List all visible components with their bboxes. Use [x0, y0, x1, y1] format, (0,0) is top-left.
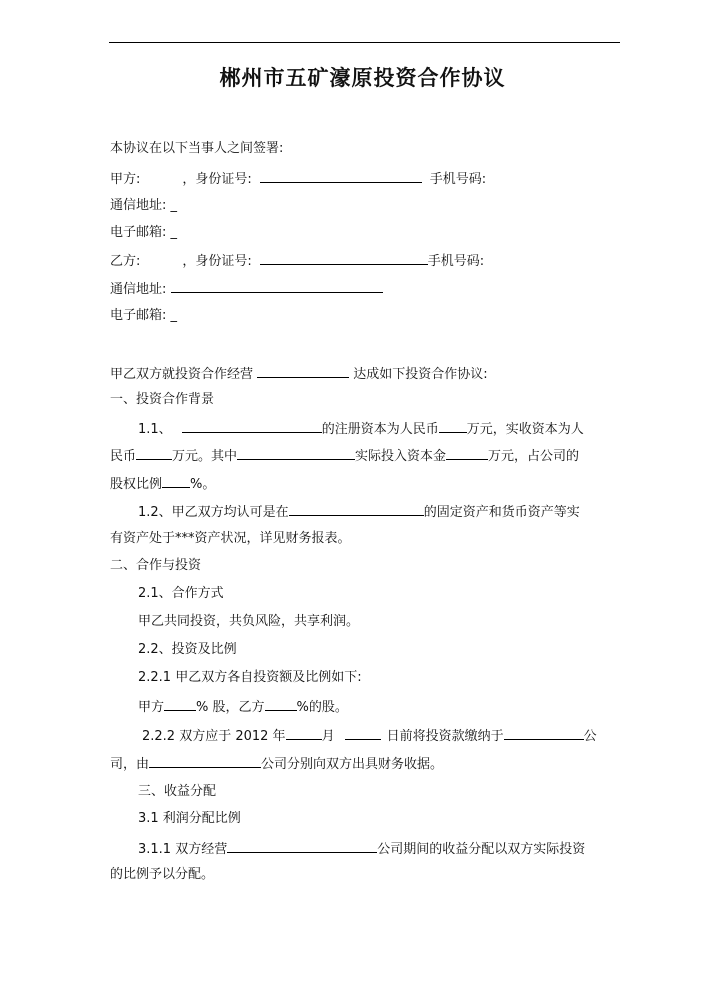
- clause-number: 1.1、: [138, 422, 172, 437]
- clause-3-1-1-cont: 的比例予以分配。: [110, 867, 215, 882]
- email-label: 电子邮箱:: [110, 308, 167, 323]
- company-blank[interactable]: [227, 840, 377, 853]
- clause-2-2-1: 2.2.1 甲乙双方各自投资额及比例如下:: [138, 670, 362, 685]
- clause-text: 公司分别向双方出具财务收据。: [261, 757, 444, 772]
- party-a-label: 甲方:: [110, 172, 141, 187]
- clause-text: 公司期间的收益分配以双方实际投资: [377, 842, 586, 857]
- clause-3-1: 3.1 利润分配比例: [138, 811, 241, 826]
- id-label: ，身份证号:: [182, 254, 252, 269]
- clause-text: 的固定资产和货币资产等实: [423, 505, 580, 520]
- section-2-heading: 二、合作与投资: [110, 558, 202, 573]
- day-blank[interactable]: [345, 727, 381, 740]
- party-a-email: [110, 225, 177, 241]
- clause-text: 万元，实收资本为人: [466, 422, 584, 437]
- clause-1-2-cont: 有资产处于***资产状况，详见财务报表。: [110, 531, 351, 546]
- address-label: 通信地址:: [110, 198, 167, 213]
- investor-blank[interactable]: [237, 447, 355, 460]
- clause-text: 日前将投资款缴纳于: [386, 729, 504, 744]
- clause-2-2-2: [142, 727, 597, 745]
- party-b-email: [110, 308, 177, 324]
- address-label: 通信地址:: [110, 282, 167, 297]
- party-a-line: [110, 170, 486, 188]
- clause-text: 月: [321, 729, 335, 744]
- clause-text: 民币: [110, 449, 137, 464]
- email-label: 电子邮箱:: [110, 225, 167, 240]
- party-a-ratio-blank[interactable]: [164, 698, 196, 711]
- clause-text: 万元，占公司的: [488, 449, 580, 464]
- clause-text: 甲方: [138, 700, 165, 715]
- clause-3-1-1: [138, 840, 585, 858]
- clause-text: 的注册资本为人民币: [321, 422, 439, 437]
- clause-text: % 股，乙方: [196, 700, 265, 715]
- party-b-label: 乙方:: [110, 254, 141, 269]
- document-title: 郴州市五矿濠原投资合作协议: [219, 65, 506, 90]
- date-blank[interactable]: [289, 503, 424, 516]
- clause-1-1-end: [110, 475, 215, 493]
- paid-capital-blank[interactable]: [136, 447, 172, 460]
- header-rule: [109, 42, 620, 43]
- intro-line: 本协议在以下当事人之间签署:: [110, 141, 284, 156]
- equity-blank[interactable]: [162, 475, 190, 488]
- month-blank[interactable]: [286, 727, 322, 740]
- email-blank[interactable]: _: [170, 308, 178, 323]
- company-blank[interactable]: [504, 727, 584, 740]
- clause-text: 实际投入资本金: [355, 449, 447, 464]
- clause-text: 3.1.1 双方经营: [138, 842, 228, 857]
- party-a-address: [110, 198, 177, 214]
- clause-text: 1.2、甲乙双方均认可是在: [138, 505, 289, 520]
- clause-2-2: 2.2、投资及比例: [138, 642, 237, 657]
- clause-text: 公: [583, 729, 597, 744]
- email-blank[interactable]: _: [170, 225, 178, 240]
- clause-2-1: 2.1、合作方式: [138, 586, 224, 601]
- clause-text: %。: [190, 477, 216, 492]
- capital-blank[interactable]: [439, 420, 467, 433]
- clause-text: 万元。其中: [172, 449, 238, 464]
- clause-text: 司，由: [110, 757, 150, 772]
- clause-2-2-2-cont: [110, 755, 443, 773]
- agreement-text: 甲乙双方就投资合作经营: [110, 367, 254, 382]
- section-1-heading: 一、投资合作背景: [110, 392, 215, 407]
- clause-1-2: [138, 503, 580, 521]
- clause-text: 2.2.2 双方应于 2012 年: [142, 729, 286, 744]
- business-blank[interactable]: [257, 365, 349, 378]
- phone-label: 手机号码:: [427, 254, 485, 269]
- clause-2-1-text: 甲乙共同投资，共负风险，共享利润。: [138, 614, 360, 629]
- clause-1-1: [138, 420, 584, 438]
- agreement-text-end: 达成如下投资合作协议:: [353, 367, 488, 382]
- party-b-address: [110, 280, 383, 298]
- investment-blank[interactable]: [446, 447, 488, 460]
- clause-2-2-1-ratio: [138, 698, 348, 716]
- id-label: ，身份证号:: [182, 172, 252, 187]
- phone-label: 手机号码:: [429, 172, 487, 187]
- address-blank[interactable]: _: [170, 198, 178, 213]
- id-blank[interactable]: [260, 252, 428, 265]
- address-blank[interactable]: [171, 280, 383, 293]
- agreement-line: [110, 365, 488, 383]
- clause-text: %的股。: [296, 700, 348, 715]
- clause-1-1-cont: [110, 447, 579, 465]
- section-3-heading: 三、收益分配: [138, 784, 217, 799]
- party-b-ratio-blank[interactable]: [265, 698, 297, 711]
- issuer-blank[interactable]: [149, 755, 261, 768]
- clause-text: 股权比例: [110, 477, 163, 492]
- id-blank[interactable]: [260, 170, 422, 183]
- company-blank[interactable]: [182, 420, 322, 433]
- party-b-line: [110, 252, 484, 270]
